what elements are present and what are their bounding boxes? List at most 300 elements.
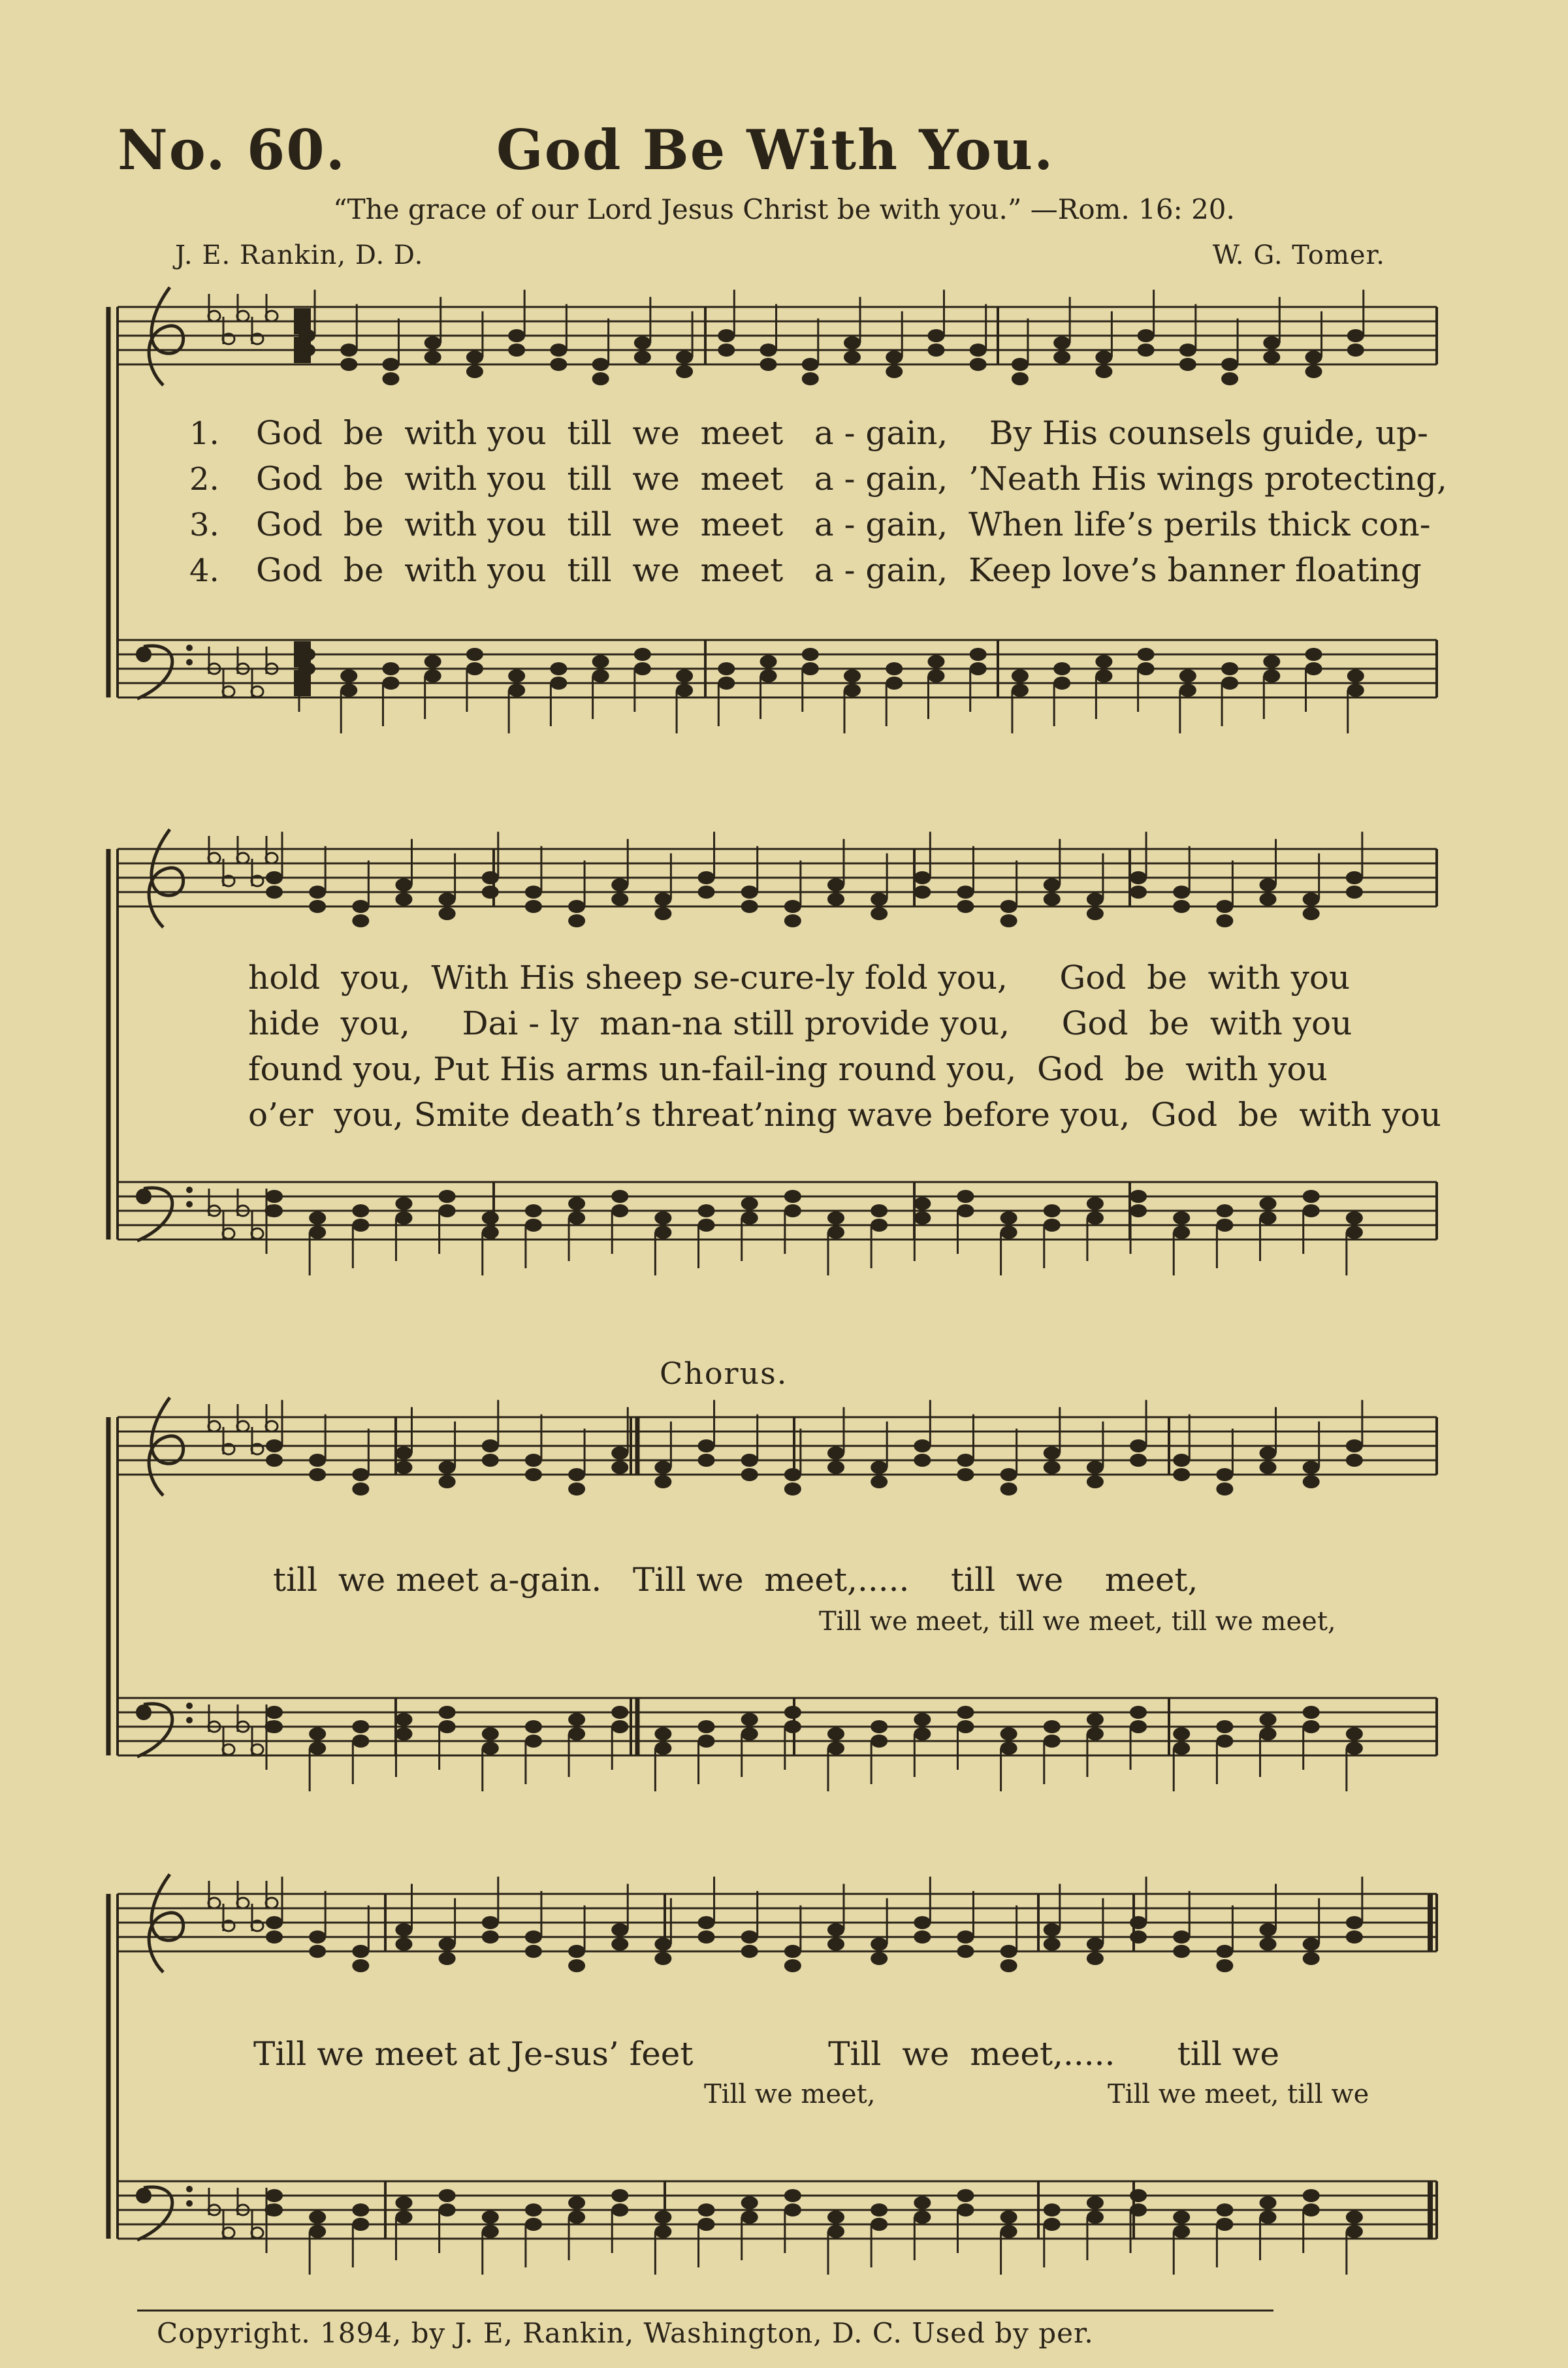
note-head (1012, 372, 1029, 385)
lyric-verse-1-line-2: hold you, With His sheep se-cure-ly fold you, God be with you (248, 959, 1351, 997)
note-head (266, 1190, 283, 1203)
note-head (957, 1945, 974, 1958)
note-head (1173, 1211, 1190, 1224)
note-head (1221, 358, 1238, 371)
note-head (698, 1439, 715, 1452)
note-head (395, 878, 412, 891)
note-head (482, 2225, 499, 2238)
note-head (676, 669, 693, 682)
note-head (1044, 878, 1061, 891)
note-head (654, 1742, 671, 1755)
note-head (1087, 2211, 1104, 2224)
note-head (482, 1454, 499, 1467)
note-head (871, 1938, 888, 1951)
note-head (439, 893, 456, 906)
note-head (1303, 1461, 1320, 1474)
note-head (340, 344, 357, 357)
note-head (760, 358, 777, 371)
note-head (1000, 2211, 1017, 2224)
note-head (395, 1461, 412, 1474)
note-head (525, 1945, 542, 1958)
lyric-verse-4-line-1: God be with you till we meet a - gain, Keep love’s banner floating (256, 551, 1422, 589)
note-head (1216, 1720, 1233, 1733)
bass-clef-icon (136, 1189, 152, 1204)
hymn-number: No. 60. (118, 118, 346, 182)
note-head (1346, 1742, 1363, 1755)
note-head (1087, 1952, 1104, 1965)
note-head (914, 2211, 931, 2224)
note-head (611, 1938, 628, 1951)
note-head (827, 1211, 844, 1224)
note-head (1346, 1211, 1363, 1224)
note-head (1173, 2211, 1190, 2224)
note-head (957, 1720, 974, 1733)
note-head (340, 669, 357, 682)
note-head (970, 648, 987, 661)
note-head (1303, 1190, 1320, 1203)
note-head (634, 662, 651, 675)
flat-icon (208, 853, 220, 863)
note-head (871, 1461, 888, 1474)
chorus-alto-lyric-1: Till we meet, till we meet, till we meet, (819, 1607, 1336, 1637)
note-head (957, 1930, 974, 1944)
flat-icon (266, 853, 278, 863)
note-head (395, 1713, 412, 1726)
note-head (568, 1197, 585, 1210)
note-head (634, 648, 651, 661)
flat-icon (223, 686, 234, 697)
note-head (1044, 893, 1061, 906)
note-head (1216, 1482, 1233, 1496)
note-head (568, 1482, 585, 1496)
note-head (1130, 1930, 1147, 1944)
flat-icon (251, 1228, 263, 1239)
note-head (741, 900, 758, 913)
note-head (1044, 1204, 1061, 1217)
bass-clef-dot (186, 2186, 193, 2192)
note-head (439, 1706, 456, 1719)
note-head (1130, 1720, 1147, 1733)
note-head (698, 1219, 715, 1232)
note-head (424, 351, 441, 364)
note-head (568, 2196, 585, 2209)
note-head (1053, 351, 1070, 364)
lyric-verse-2-line-1: God be with you till we meet a - gain, ’Neath His wings protecting, (256, 460, 1447, 498)
note-head (827, 1727, 844, 1740)
note-head (1044, 2203, 1061, 2216)
note-head (957, 2203, 974, 2216)
note-head (844, 351, 861, 364)
note-head (1000, 1945, 1017, 1958)
chorus-lyric-line-2: Till we meet at Je-sus’ feet Till we meet,..... till we (253, 2035, 1280, 2073)
note-head (784, 1959, 801, 1972)
verse-number-1: 1. (189, 415, 219, 452)
note-head (611, 1706, 628, 1719)
note-head (1303, 1938, 1320, 1951)
note-head (957, 2189, 974, 2202)
note-head (382, 358, 399, 371)
note-head (611, 878, 628, 891)
lyric-verse-3-line-2: found you, Put His arms un-fail-ing round you, God be with you (248, 1050, 1328, 1088)
note-head (957, 1706, 974, 1719)
note-head (1087, 1211, 1104, 1224)
note-head (550, 677, 567, 690)
note-head (1012, 669, 1029, 682)
note-head (525, 2218, 542, 2231)
verse-number-2: 2. (189, 461, 219, 498)
note-head (1260, 893, 1277, 906)
note-head (886, 662, 903, 675)
note-head (1179, 344, 1196, 357)
note-head (698, 2203, 715, 2216)
note-head (1087, 1713, 1104, 1726)
note-head (1087, 1461, 1104, 1474)
note-head (1000, 1742, 1017, 1755)
note-head (482, 1211, 499, 1224)
flat-icon (237, 1898, 249, 1908)
note-head (309, 886, 326, 899)
bass-clef-dot (186, 645, 193, 651)
note-head (957, 1204, 974, 1217)
note-head (550, 662, 567, 675)
note-head (676, 351, 693, 364)
note-head (482, 886, 499, 899)
note-head (611, 1923, 628, 1936)
note-head (611, 1720, 628, 1733)
note-head (439, 1952, 456, 1965)
note-head (382, 372, 399, 385)
note-head (1260, 2211, 1277, 2224)
note-head (871, 893, 888, 906)
note-head (1346, 886, 1363, 899)
note-head (1087, 1475, 1104, 1488)
composer-credit: W. G. Tomer. (1212, 240, 1385, 270)
note-head (1260, 1727, 1277, 1740)
note-head (568, 914, 585, 927)
note-head (1216, 1945, 1233, 1958)
note-head (352, 914, 369, 927)
note-head (309, 900, 326, 913)
bass-clef-dot (186, 1703, 193, 1709)
hymn-title: God Be With You. (496, 118, 1055, 182)
note-head (439, 2189, 456, 2202)
chorus-label: Chorus. (660, 1356, 788, 1391)
flat-icon (251, 2228, 263, 2238)
note-head (1346, 1727, 1363, 1740)
note-head (568, 1211, 585, 1224)
lyric-verse-4-line-2: o’er you, Smite death’s threat’ning wave before you, God be with you (248, 1096, 1441, 1134)
note-head (871, 1219, 888, 1232)
note-head (1260, 2196, 1277, 2209)
note-head (1260, 1713, 1277, 1726)
note-head (508, 344, 525, 357)
note-head (1095, 669, 1112, 682)
note-head (1130, 1454, 1147, 1467)
note-head (395, 1447, 412, 1460)
note-head (914, 1916, 931, 1929)
note-head (741, 1945, 758, 1958)
note-head (871, 1204, 888, 1217)
note-head (1347, 684, 1364, 697)
note-head (568, 1468, 585, 1481)
note-head (482, 871, 499, 884)
note-head (844, 684, 861, 697)
note-head (1087, 1197, 1104, 1210)
note-head (1000, 2225, 1017, 2238)
copyright-notice: Copyright. 1894, by J. E, Rankin, Washington, D. C. Used by per. (157, 2317, 1094, 2349)
note-head (1173, 1468, 1190, 1481)
note-head (1095, 655, 1112, 668)
bass-clef-icon (136, 2188, 152, 2203)
note-head (1053, 677, 1070, 690)
note-head (784, 1720, 801, 1733)
note-head (1087, 907, 1104, 920)
note-head (525, 1454, 542, 1467)
note-head (1216, 1735, 1233, 1748)
note-head (611, 1447, 628, 1460)
note-head (914, 1454, 931, 1467)
note-head (1346, 1930, 1363, 1944)
flat-icon (223, 2228, 234, 2238)
note-head (871, 907, 888, 920)
note-head (1305, 648, 1322, 661)
note-head (266, 871, 283, 884)
bass-clef-dot (186, 1717, 193, 1723)
note-head (970, 662, 987, 675)
note-head (970, 358, 987, 371)
note-head (927, 329, 944, 342)
note-head (886, 351, 903, 364)
note-head (634, 336, 651, 349)
note-head (309, 1727, 326, 1740)
note-head (309, 2211, 326, 2224)
flat-icon (223, 1228, 234, 1239)
note-head (266, 1706, 283, 1719)
note-head (592, 669, 609, 682)
note-head (1216, 2203, 1233, 2216)
note-head (1303, 1475, 1320, 1488)
note-head (698, 1735, 715, 1748)
note-head (1130, 1204, 1147, 1217)
note-head (439, 1461, 456, 1474)
note-head (266, 886, 283, 899)
note-head (1138, 648, 1155, 661)
note-head (698, 1930, 715, 1944)
note-head (1173, 1454, 1190, 1467)
note-head (1130, 1439, 1147, 1452)
bass-clef-dot (186, 1187, 193, 1193)
note-head (784, 900, 801, 913)
note-head (1303, 907, 1320, 920)
note-head (1138, 329, 1155, 342)
note-head (1179, 358, 1196, 371)
note-head (352, 2203, 369, 2216)
note-head (1260, 1197, 1277, 1210)
note-head (298, 344, 315, 357)
note-head (827, 1923, 844, 1936)
note-head (1044, 1923, 1061, 1936)
note-head (1303, 1952, 1320, 1965)
note-head (1346, 2211, 1363, 2224)
note-head (886, 365, 903, 378)
scripture-reference: “The grace of our Lord Jesus Christ be with you.” —Rom. 16: 20. (333, 193, 1235, 225)
note-head (1087, 2196, 1104, 2209)
note-head (741, 1713, 758, 1726)
note-head (1173, 886, 1190, 899)
note-head (654, 907, 671, 920)
note-head (466, 648, 483, 661)
note-head (871, 1475, 888, 1488)
note-head (352, 1482, 369, 1496)
note-head (1216, 914, 1233, 927)
note-head (439, 1938, 456, 1951)
flat-icon (266, 1421, 278, 1432)
note-head (424, 336, 441, 349)
note-head (1303, 1706, 1320, 1719)
flat-icon (208, 311, 220, 321)
note-head (1305, 351, 1322, 364)
note-head (309, 1930, 326, 1944)
note-head (611, 2203, 628, 2216)
lyric-verse-3-line-1: God be with you till we meet a - gain, When life’s perils thick con- (256, 505, 1431, 543)
note-head (741, 2196, 758, 2209)
note-head (611, 893, 628, 906)
note-head (654, 1211, 671, 1224)
note-head (970, 344, 987, 357)
note-head (395, 1727, 412, 1740)
note-head (1179, 669, 1196, 682)
note-head (718, 344, 735, 357)
note-head (654, 1461, 671, 1474)
note-head (525, 1720, 542, 1733)
note-head (914, 1211, 931, 1224)
note-head (340, 358, 357, 371)
note-head (352, 900, 369, 913)
note-head (1346, 1454, 1363, 1467)
note-head (439, 2203, 456, 2216)
note-head (827, 2225, 844, 2238)
note-head (439, 1190, 456, 1203)
note-head (482, 1226, 499, 1239)
note-head (1000, 914, 1017, 927)
note-head (395, 1197, 412, 1210)
note-head (309, 1211, 326, 1224)
note-head (1053, 336, 1070, 349)
note-head (1260, 1447, 1277, 1460)
note-head (266, 2203, 283, 2216)
note-head (352, 1468, 369, 1481)
note-head (718, 677, 735, 690)
note-head (871, 1735, 888, 1748)
note-head (1000, 1727, 1017, 1740)
note-head (1216, 2218, 1233, 2231)
note-head (1346, 871, 1363, 884)
note-head (1000, 1468, 1017, 1481)
note-head (1130, 1706, 1147, 1719)
note-head (352, 1945, 369, 1958)
note-head (784, 2203, 801, 2216)
note-head (784, 1468, 801, 1481)
note-head (802, 358, 819, 371)
note-head (871, 1720, 888, 1733)
note-head (784, 1204, 801, 1217)
note-head (1216, 900, 1233, 913)
note-head (1173, 1930, 1190, 1944)
note-head (1303, 2203, 1320, 2216)
note-head (698, 1454, 715, 1467)
note-head (266, 1930, 283, 1944)
note-head (1130, 886, 1147, 899)
note-head (1087, 893, 1104, 906)
flat-icon (237, 311, 249, 321)
note-head (827, 2211, 844, 2224)
note-head (654, 893, 671, 906)
note-head (266, 1916, 283, 1929)
note-head (802, 648, 819, 661)
note-head (654, 1952, 671, 1965)
note-head (266, 2189, 283, 2202)
note-head (741, 886, 758, 899)
note-head (827, 1938, 844, 1951)
note-head (827, 1447, 844, 1460)
note-head (482, 1916, 499, 1929)
note-head (352, 1204, 369, 1217)
note-head (886, 677, 903, 690)
note-head (1347, 344, 1364, 357)
note-head (802, 372, 819, 385)
note-head (1260, 1461, 1277, 1474)
note-head (741, 1454, 758, 1467)
bass-clef-dot (186, 1201, 193, 1208)
note-head (1044, 2218, 1061, 2231)
note-head (525, 886, 542, 899)
note-head (654, 1475, 671, 1488)
note-head (395, 1211, 412, 1224)
note-head (568, 2211, 585, 2224)
note-head (1000, 1482, 1017, 1496)
note-head (654, 1727, 671, 1740)
note-head (482, 2211, 499, 2224)
note-head (871, 2218, 888, 2231)
note-head (698, 2218, 715, 2231)
lyric-verse-1-line-1: God be with you till we meet a - gain, By His counsels guide, up- (256, 414, 1428, 452)
note-head (802, 662, 819, 675)
note-head (1216, 1468, 1233, 1481)
note-head (568, 900, 585, 913)
note-head (1173, 1945, 1190, 1958)
note-head (1263, 669, 1280, 682)
note-head (1346, 1916, 1363, 1929)
verse-number-3: 3. (189, 507, 219, 543)
note-head (1000, 1211, 1017, 1224)
note-head (1216, 1219, 1233, 1232)
bass-clef-icon (136, 647, 152, 662)
note-head (1173, 1742, 1190, 1755)
note-head (1130, 2189, 1147, 2202)
note-head (676, 365, 693, 378)
note-head (309, 1945, 326, 1958)
note-head (1260, 878, 1277, 891)
note-head (1000, 1959, 1017, 1972)
note-head (550, 358, 567, 371)
note-head (741, 1468, 758, 1481)
note-head (1173, 2225, 1190, 2238)
note-head (827, 878, 844, 891)
note-head (466, 365, 483, 378)
note-head (508, 684, 525, 697)
note-head (1138, 662, 1155, 675)
note-head (1221, 662, 1238, 675)
